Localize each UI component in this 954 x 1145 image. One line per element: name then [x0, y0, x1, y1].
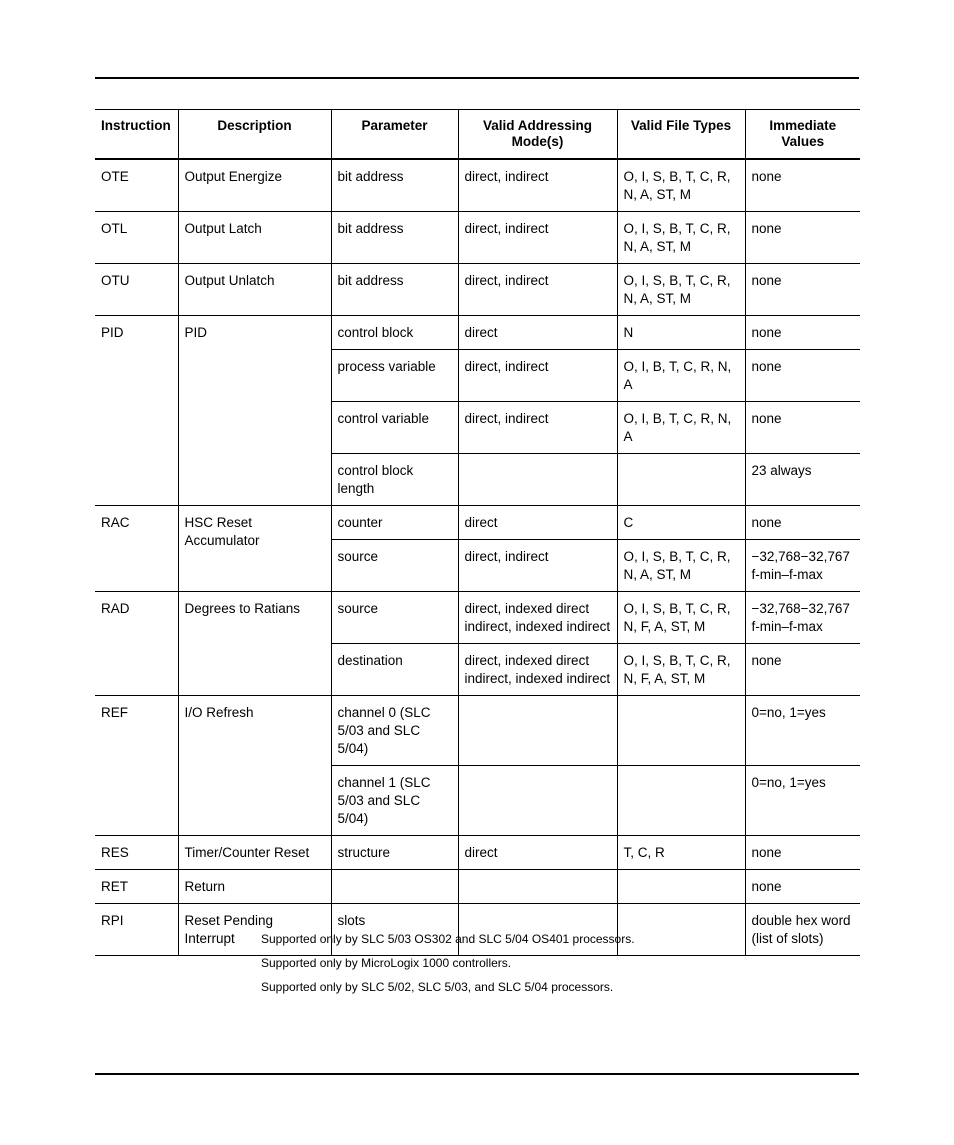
table-row	[95, 506, 860, 540]
immediate-values-cell: none	[745, 506, 860, 540]
instruction-cell: RAC	[95, 506, 178, 592]
file-types-cell	[617, 766, 745, 836]
footnote: Supported only by MicroLogix 1000 controllers.	[261, 956, 512, 970]
file-types-cell: O, I, S, B, T, C, R, N, A, ST, M	[617, 159, 745, 212]
table-row	[95, 592, 860, 644]
description-cell: Output Energize	[178, 159, 331, 212]
immediate-values-cell: none	[745, 350, 860, 402]
file-types-cell	[617, 870, 745, 904]
header-instruction: Instruction	[95, 110, 178, 160]
file-types-cell	[617, 696, 745, 766]
parameter-cell: control variable	[331, 402, 458, 454]
addressing-mode-cell: direct, indirect	[458, 350, 617, 402]
table-row	[95, 264, 860, 316]
description-cell: Degrees to Ratians	[178, 592, 331, 696]
table-row	[95, 870, 860, 904]
file-types-cell: O, I, S, B, T, C, R, N, F, A, ST, M	[617, 592, 745, 644]
file-types-cell: O, I, S, B, T, C, R, N, F, A, ST, M	[617, 644, 745, 696]
parameter-cell: bit address	[331, 264, 458, 316]
file-types-cell: O, I, S, B, T, C, R, N, A, ST, M	[617, 540, 745, 592]
parameter-cell: bit address	[331, 212, 458, 264]
immediate-values-cell: none	[745, 836, 860, 870]
file-types-cell: O, I, S, B, T, C, R, N, A, ST, M	[617, 264, 745, 316]
immediate-values-cell: none	[745, 264, 860, 316]
table-row	[95, 316, 860, 350]
addressing-mode-cell: direct, indirect	[458, 402, 617, 454]
parameter-cell: counter	[331, 506, 458, 540]
parameter-cell: channel 1 (SLC 5/03 and SLC 5/04)	[331, 766, 458, 836]
addressing-mode-cell: direct, indexed direct indirect, indexed indirect	[458, 644, 617, 696]
description-cell: PID	[178, 316, 331, 506]
immediate-values-cell: none	[745, 316, 860, 350]
instruction-cell: OTU	[95, 264, 178, 316]
bottom-rule	[95, 1073, 859, 1075]
parameter-cell: channel 0 (SLC 5/03 and SLC 5/04)	[331, 696, 458, 766]
description-cell: Return	[178, 870, 331, 904]
header-valid-addressing-modes: Valid Addressing Mode(s)	[458, 110, 617, 160]
addressing-mode-cell: direct, indirect	[458, 540, 617, 592]
addressing-mode-cell: direct, indirect	[458, 159, 617, 212]
immediate-values-cell: double hex word (list of slots)	[745, 904, 860, 956]
addressing-mode-cell: direct	[458, 316, 617, 350]
footnote: Supported only by SLC 5/02, SLC 5/03, and SLC 5/04 processors.	[261, 980, 614, 994]
parameter-cell: destination	[331, 644, 458, 696]
parameter-cell: control block	[331, 316, 458, 350]
instruction-cell: RES	[95, 836, 178, 870]
addressing-mode-cell	[458, 454, 617, 506]
description-cell: Output Latch	[178, 212, 331, 264]
footnotes	[261, 927, 635, 999]
file-types-cell: C	[617, 506, 745, 540]
top-rule	[95, 77, 859, 79]
file-types-cell: N	[617, 316, 745, 350]
immediate-values-cell: none	[745, 212, 860, 264]
instruction-cell: OTL	[95, 212, 178, 264]
description-cell: Reset Pending Interrupt	[178, 904, 331, 956]
parameter-cell: process variable	[331, 350, 458, 402]
addressing-mode-cell: direct, indirect	[458, 212, 617, 264]
immediate-values-cell: none	[745, 402, 860, 454]
table-header-row	[95, 110, 860, 160]
file-types-cell	[617, 454, 745, 506]
header-description: Description	[178, 110, 331, 160]
file-types-cell: O, I, B, T, C, R, N, A	[617, 402, 745, 454]
addressing-mode-cell: direct	[458, 836, 617, 870]
instruction-cell: RPI	[95, 904, 178, 956]
addressing-mode-cell	[458, 696, 617, 766]
description-cell: HSC Reset Accumulator	[178, 506, 331, 592]
addressing-mode-cell: direct, indirect	[458, 264, 617, 316]
instruction-cell: RAD	[95, 592, 178, 696]
table-row	[95, 696, 860, 766]
instruction-cell: PID	[95, 316, 178, 506]
addressing-mode-cell: direct	[458, 506, 617, 540]
table-row	[95, 836, 860, 870]
parameter-cell: source	[331, 540, 458, 592]
instruction-table	[95, 109, 860, 956]
footnote: Supported only by SLC 5/03 OS302 and SLC 5/04 OS401 processors.	[261, 932, 635, 946]
file-types-cell: O, I, S, B, T, C, R, N, A, ST, M	[617, 212, 745, 264]
addressing-mode-cell	[458, 870, 617, 904]
description-cell: I/O Refresh	[178, 696, 331, 836]
instruction-cell: OTE	[95, 159, 178, 212]
header-parameter: Parameter	[331, 110, 458, 160]
parameter-cell: source	[331, 592, 458, 644]
immediate-values-cell: −32,768−32,767 f-min–f-max	[745, 540, 860, 592]
immediate-values-cell: −32,768−32,767 f-min–f-max	[745, 592, 860, 644]
table-row	[95, 212, 860, 264]
parameter-cell: control block length	[331, 454, 458, 506]
header-immediate-values: Immediate Values	[745, 110, 860, 160]
immediate-values-cell: 23 always	[745, 454, 860, 506]
description-cell: Output Unlatch	[178, 264, 331, 316]
immediate-values-cell: 0=no, 1=yes	[745, 766, 860, 836]
parameter-cell: bit address	[331, 159, 458, 212]
file-types-cell	[617, 904, 745, 956]
parameter-cell: structure	[331, 836, 458, 870]
addressing-mode-cell	[458, 766, 617, 836]
parameter-cell	[331, 870, 458, 904]
addressing-mode-cell: direct, indexed direct indirect, indexed indirect	[458, 592, 617, 644]
parameter-cell: slots	[331, 904, 458, 956]
immediate-values-cell: none	[745, 644, 860, 696]
immediate-values-cell: none	[745, 159, 860, 212]
instruction-cell: REF	[95, 696, 178, 836]
immediate-values-cell: none	[745, 870, 860, 904]
table-row	[95, 159, 860, 212]
immediate-values-cell: 0=no, 1=yes	[745, 696, 860, 766]
description-cell: Timer/Counter Reset	[178, 836, 331, 870]
file-types-cell: T, C, R	[617, 836, 745, 870]
instruction-cell: RET	[95, 870, 178, 904]
header-valid-file-types: Valid File Types	[617, 110, 745, 160]
file-types-cell: O, I, B, T, C, R, N, A	[617, 350, 745, 402]
